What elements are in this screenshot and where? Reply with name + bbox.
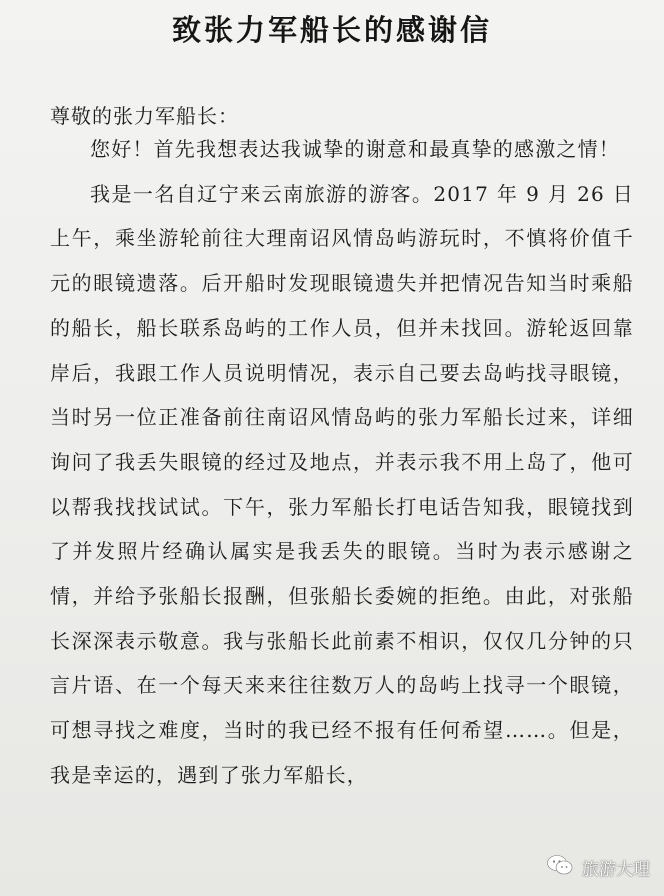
letter-body — [50, 127, 634, 798]
wechat-icon — [546, 853, 574, 882]
letter-salutation: 尊敬的张力军船长： — [50, 104, 239, 128]
watermark — [546, 853, 650, 882]
letter-paragraph-greeting: 您好！首先我想表达我诚挚的谢意和最真挚的感激之情！ — [90, 137, 620, 161]
watermark-text: 旅游大理 — [582, 860, 650, 880]
letter-title: 致张力军船长的感谢信 — [171, 13, 492, 47]
letter-paragraph-story: 我是一名自辽宁来云南旅游的游客。2017 年 9 月 26 日上午，乘坐游轮前往大理南诏风情岛屿游玩时，不慎将价值千元的眼镜遗落。后开船时发现眼镜遗失并把情况告知当时乘船的船长，船长联系岛屿的工作人员，但并未找回。游轮返回靠岸后，我跟工作人员说明情况，表示自己要去岛屿找寻眼镜，当时另一位正准备前往南诏风情岛屿的张力军船长过来，详细询问了我丢失眼镜的经过及地点，并表示我不用上岛了，他可以帮我找找试试。下午，张力军船长打电话告知我，眼镜找到了并发照片经确认属实是我丢失的眼镜。当时为表示感谢之情，并给予张船长报酬，但张船长委婉的拒绝。由此，对张船长深深表示敬意。我与张船长此前素不相识，仅仅几分钟的只言片语、在一个每天来来往往数万人的岛屿上找寻一个眼镜，可想寻找之难度，当时的我已经不报有任何希望……。但是，我是幸运的，遇到了张力军船长， — [50, 181, 634, 787]
